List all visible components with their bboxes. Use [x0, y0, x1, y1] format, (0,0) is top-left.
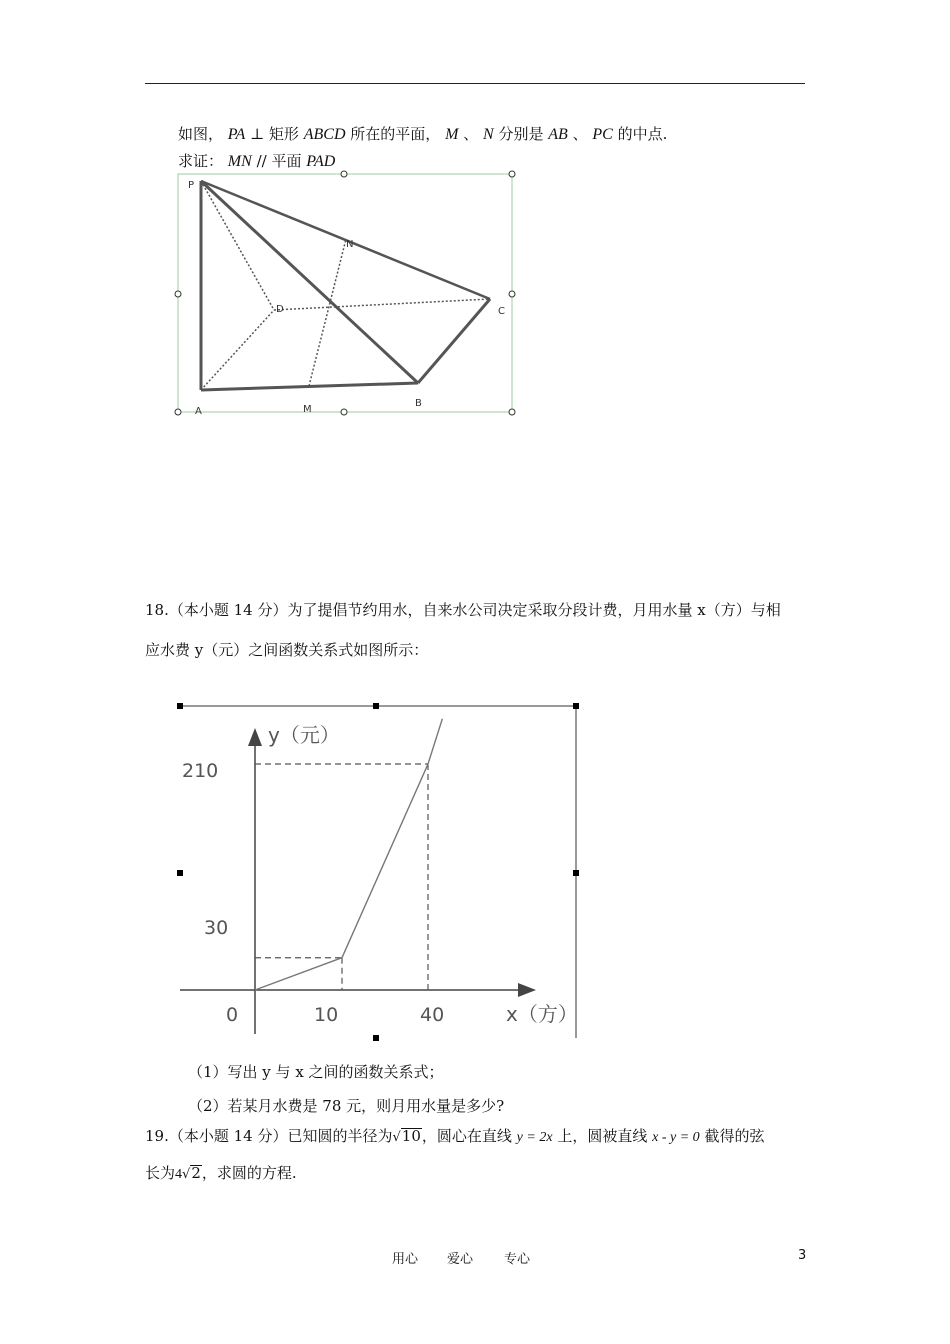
p17-prove-prefix: 求证：: [178, 152, 224, 170]
p17-pad: PAD: [306, 153, 336, 170]
y-axis-label: y（元）: [268, 723, 340, 747]
chart-handle-t: [373, 703, 379, 709]
footer-motto-1: 用心: [392, 1252, 419, 1267]
edge-pd: [201, 181, 274, 310]
p17-sep: 、: [463, 125, 479, 143]
frame-handle-bottomright: [509, 409, 515, 415]
y-axis-arrow: [248, 728, 262, 746]
x-tick-40: 40: [420, 1004, 445, 1026]
label-m: M: [303, 404, 312, 415]
fee-line: [255, 719, 442, 990]
x-axis-arrow: [518, 983, 536, 997]
p17-ab: AB: [548, 126, 568, 143]
x-tick-0: 0: [226, 1004, 239, 1026]
frame-handle-bottom: [341, 409, 347, 415]
footer-motto-3: 专心: [504, 1252, 531, 1267]
p19-text6: ，求圆的方程.: [201, 1164, 297, 1182]
p17-pc: PC: [592, 126, 613, 143]
label-a: A: [195, 406, 202, 417]
x-axis-label: x（方）: [506, 1002, 578, 1026]
p17-n: N: [482, 126, 494, 143]
label-c: C: [498, 306, 505, 317]
problem18-q2: （2）若某月水费是 78 元，则月用水量是多少?: [188, 1097, 505, 1115]
edge-dc: [274, 299, 490, 310]
problem19-line1: 19.（本小题 14 分）已知圆的半径为√10，圆心在直线 y = 2x 上，圆被直线 x - y = 0 截得的弦: [145, 1127, 765, 1145]
problem17-statement: [178, 124, 667, 145]
p19-four: 4: [175, 1167, 183, 1182]
chart-handle-l: [177, 870, 183, 876]
p19-sqrt2: 2: [191, 1164, 201, 1182]
p17-mid: 所在的平面，: [350, 125, 441, 143]
frame-handle-top: [341, 171, 347, 177]
p19-text1: 19.（本小题 14 分）已知圆的半径为: [145, 1127, 393, 1145]
p17-prefix: 如图，: [178, 125, 224, 143]
p19-text5: 长为: [145, 1164, 176, 1182]
x-tick-10: 10: [314, 1004, 339, 1026]
y-tick-210: 210: [182, 760, 219, 782]
p17-end: 的中点.: [617, 125, 668, 143]
frame-handle-right: [509, 291, 515, 297]
p19-text4: 截得的弦: [704, 1127, 765, 1145]
p19-text2: ，圆心在直线: [421, 1127, 512, 1145]
edge-pb: [201, 181, 418, 383]
y-tick-30: 30: [204, 917, 229, 939]
footer-motto-2: 爱心: [447, 1252, 474, 1267]
water-fee-chart: [172, 698, 584, 1044]
problem19-line2: 长为4√2，求圆的方程.: [145, 1164, 297, 1182]
edge-ab: [201, 383, 418, 390]
p17-abcd: ABCD: [303, 126, 346, 143]
p19-sqrt10: 10: [401, 1127, 421, 1145]
p17-mid2: 分别是: [498, 125, 544, 143]
page-number: 3: [798, 1248, 807, 1263]
problem18-line2: 应水费 y（元）之间函数关系式如图所示：: [145, 641, 429, 659]
problem18-q1: （1）写出 y 与 x 之间的函数关系式；: [188, 1063, 444, 1081]
edge-ad: [201, 310, 274, 390]
chart-handle-b: [373, 1035, 379, 1041]
figure-frame: [178, 174, 512, 412]
p17-sep2: 、: [572, 125, 588, 143]
chart-handle-r: [573, 870, 579, 876]
p17-perp: ⊥ 矩形: [250, 125, 299, 143]
chart-handle-tl: [177, 703, 183, 709]
label-n: N: [346, 239, 354, 250]
problem18-line1: 18.（本小题 14 分）为了提倡节约用水，自来水公司决定采取分段计费，月用水量 x（方）与相: [145, 601, 781, 619]
p17-mn: MN: [227, 153, 252, 170]
pyramid-figure: [170, 168, 520, 420]
edge-bc: [418, 299, 490, 383]
frame-handle-left: [175, 291, 181, 297]
p17-parallel: // 平面: [256, 152, 302, 170]
p19-text3: 上，圆被直线: [557, 1127, 648, 1145]
p19-line-eq: y = 2x: [516, 1130, 553, 1145]
p19-chord-line-eq: x - y = 0: [652, 1130, 700, 1145]
frame-handle-bottomleft: [175, 409, 181, 415]
header-rule: [145, 83, 805, 84]
p17-pa: PA: [227, 126, 246, 143]
p17-m: M: [445, 126, 459, 143]
label-d: D: [276, 304, 284, 315]
frame-handle-topright: [509, 171, 515, 177]
label-p: P: [188, 180, 195, 191]
chart-handle-tr: [573, 703, 579, 709]
label-b: B: [415, 398, 422, 409]
